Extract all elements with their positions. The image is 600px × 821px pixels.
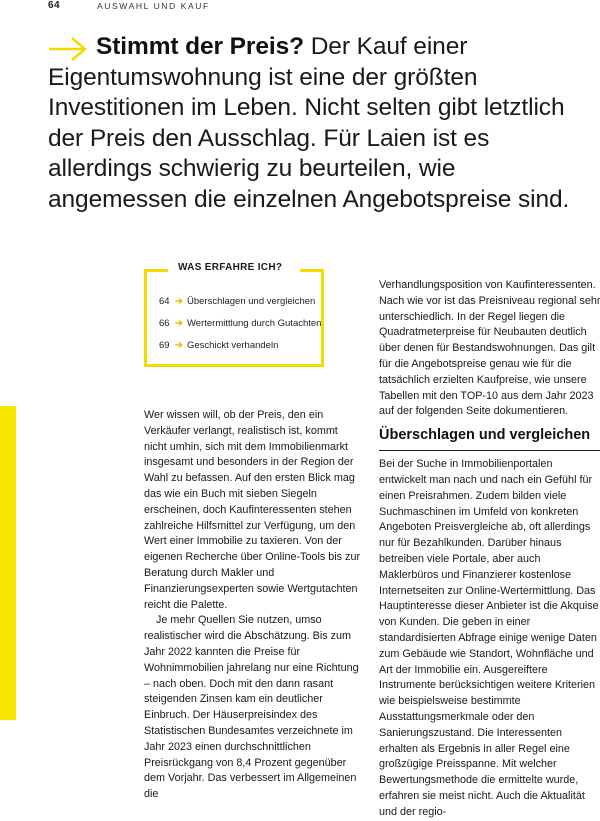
right-paragraph-top: Verhandlungsposition von Kaufinteressenten. Nach wie vor ist das Preisniveau regional sehr unterschiedlich. In der Regel liegen die Quadratmeterpreise für Neubauten deutlich über denen für Bestandswohnungen. Das gilt für die Angebotspreise genau wie für die tatsächlich erzielten Kaufpreise, wie unsere Tabellen mit den TOP-10 aus dem Jahr 2023 auf der folgenden Seite dokumentieren.	[379, 279, 600, 418]
left-paragraph-1: Wer wissen will, ob der Preis, den ein Verkäufer verlangt, realistisch ist, kommt nicht umhin, sich mit dem Immobilienmarkt insgesamt und besonders in der Region der Wahl zu befassen. Auf den ersten Blick mag das wie ein Buch mit sieben Siegeln erscheinen, doch Kaufinteressenten stehen zahlreiche Hilfsmittel zur Verfügung, um den Wert einer Immobilie zu taxieren. Von der eigenen Recherche über Online-Tools bis zur Beratung durch Makler und Finanzierungsexperten sowie Wertgutachten reicht die Palette.	[144, 409, 361, 611]
infobox-item-page: 64	[159, 296, 170, 307]
section-heading: Überschlagen und vergleichen	[379, 426, 600, 451]
intro-paragraph	[48, 32, 588, 215]
infobox-item-label: Geschickt verhandeln	[187, 340, 279, 351]
intro-block	[48, 32, 588, 215]
infobox-item[interactable]	[159, 296, 321, 318]
infobox-item-page: 69	[159, 340, 170, 351]
infobox-list	[159, 296, 321, 362]
yellow-side-bar	[0, 406, 16, 720]
running-head: AUSWAHL UND KAUF	[97, 1, 210, 11]
arrow-right-icon: ➔	[175, 318, 183, 329]
intro-heading: Stimmt der Preis?	[96, 33, 304, 60]
infobox-item-label: Überschlagen und vergleichen	[187, 296, 316, 307]
page-number: 64	[48, 0, 61, 11]
infobox-item[interactable]	[159, 340, 321, 362]
infobox	[144, 262, 324, 367]
infobox-item-label: Wertermittlung durch Gutachten	[187, 318, 322, 329]
infobox-item-page: 66	[159, 318, 170, 329]
page-header	[0, 0, 600, 16]
infobox-title: WAS ERFAHRE ICH?	[175, 262, 285, 273]
arrow-right-icon: ➔	[175, 340, 183, 351]
left-column	[144, 408, 362, 803]
right-paragraph-bottom: Bei der Suche in Immobilienportalen entwickelt man nach und nach ein Gefühl für einen Preisrahmen. Zudem bilden viele Suchmaschinen im Umfeld von konkreten Angeboten Preisvergleiche ab, oft allerdings nur für Bezahlkunden. Darüber hinaus betreiben viele Portale, aber auch Maklerbüros und Finanzierer kostenlose Internetseiten zur Online-Wertermittlung. Das Hauptinteresse dieser Anbieter ist die Akquise von Kunden. Die geben in einer standardisierten Abfrage einige wenige Daten zum Gebäude wie Standort, Wohnfläche und Art der Immobilie ein. Ausgereiftere Instrumente berücksichtigen weitere Kriterien wie beispielsweise bestimmte Ausstattungsmerkmale oder den Sanierungszustand. Die Interessenten erhalten als Ergebnis in aller Regel eine großzügige Preisspanne. Mit welcher Bewertungsmethode die ermittelte wurde, erfahren sie meist nicht. Auch die Aktualität und der regio-	[379, 458, 599, 818]
arrow-right-icon	[48, 35, 88, 63]
right-column	[379, 278, 600, 821]
intro-text: Der Kauf einer Eigentumswohnung ist eine der größten Investitionen im Leben. Nicht selten gibt letztlich der Preis den Ausschlag. Für Laien ist es allerdings schwierig zu beurteilen, wie angemessen die einzelnen Angebotspreise sind.	[48, 33, 570, 213]
infobox-item[interactable]	[159, 318, 321, 340]
left-paragraph-2: Je mehr Quellen Sie nutzen, umso realistischer wird die Abschätzung. Bis zum Jahr 2022 kannten die Preise für Wohnimmobilien jahrelang nur eine Richtung – nach oben. Doch mit den dann rasant steigenden Zinsen kam ein deutlicher Einbruch. Der Häuserpreisindex des Statistischen Bundesamtes verzeichnete im Jahr 2023 einen durchschnittlichen Preisrückgang von 8,4 Prozent gegenüber dem Vorjahr. Das verbessert im Allgemeinen die	[144, 614, 359, 801]
arrow-right-icon: ➔	[175, 296, 183, 307]
